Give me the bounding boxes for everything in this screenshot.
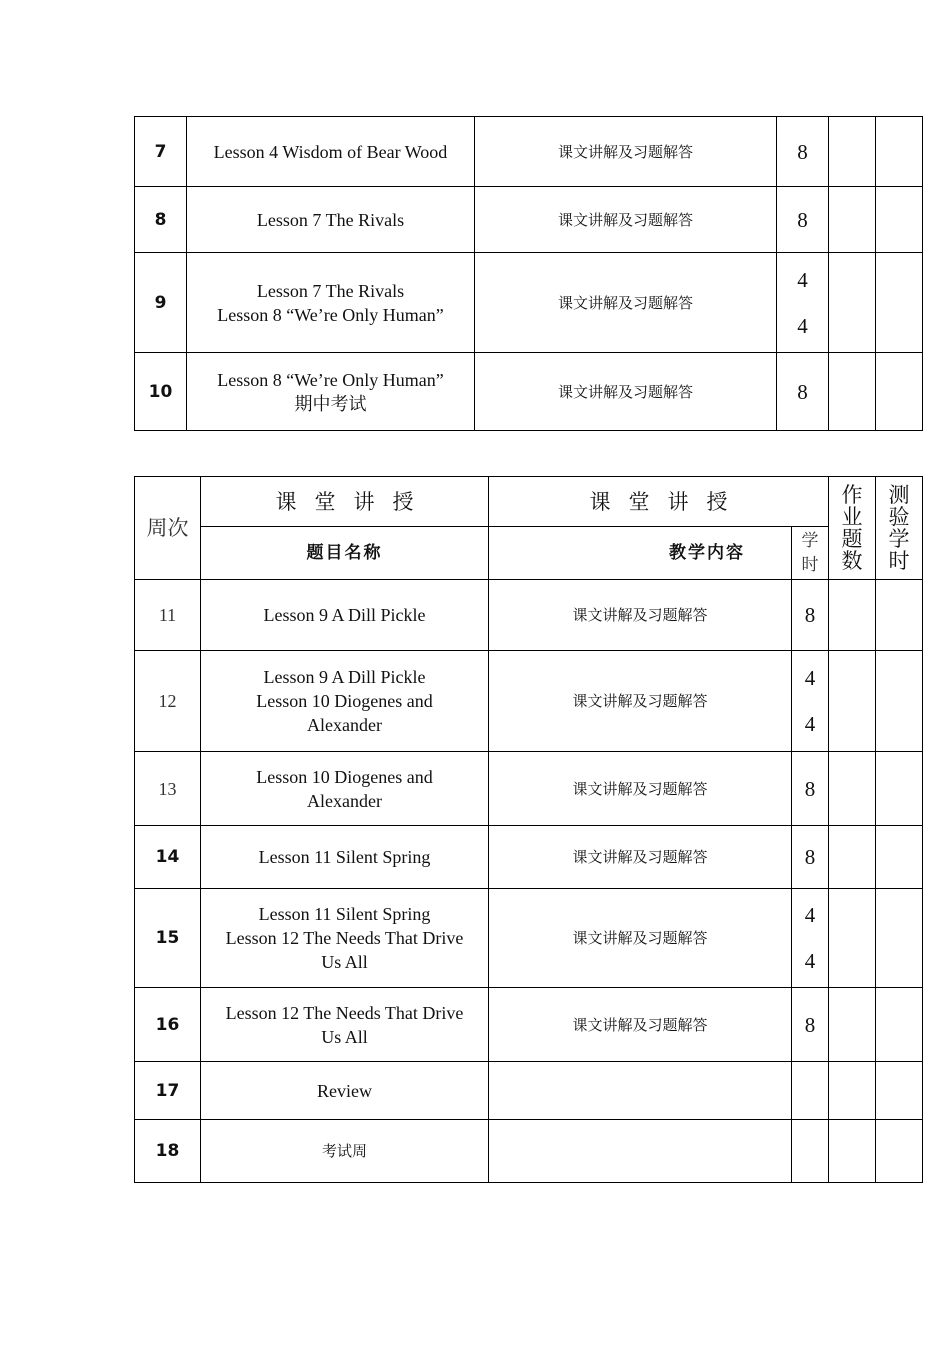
homework-cell	[829, 651, 876, 752]
topic-line: Lesson 7 The Rivals	[256, 209, 405, 230]
topic-line: Lesson 11 Silent Spring	[258, 904, 431, 924]
homework-cell	[829, 117, 876, 187]
topic-name-header: 题目名称	[201, 527, 489, 580]
hours-cell: 8	[792, 988, 829, 1062]
test-hours-cell	[876, 580, 923, 651]
hours-cell	[792, 889, 829, 988]
week-cell: 10	[135, 353, 187, 431]
table-row	[135, 353, 923, 431]
week-cell: 17	[135, 1062, 201, 1120]
topic-line: Lesson 10 Diogenes and	[256, 691, 433, 711]
homework-header	[829, 477, 876, 580]
header-row	[135, 527, 923, 580]
homework-header-text: 作业题数	[841, 483, 863, 573]
topic-line: Review	[317, 1080, 372, 1101]
topic-line: Lesson 11 Silent Spring	[258, 847, 431, 867]
topic-line: Lesson 9 A Dill Pickle	[263, 667, 426, 687]
schedule-table	[134, 476, 923, 1183]
topic-cell	[201, 1120, 489, 1183]
hours-value: 4	[804, 712, 816, 736]
table-row	[135, 651, 923, 752]
lecture-header-a: 课堂讲授	[201, 477, 489, 527]
test-hours-cell	[876, 1120, 923, 1183]
test-hours-header-text: 测验学时	[888, 483, 910, 573]
table-row	[135, 117, 923, 187]
topic-line: Lesson 12 The Needs That Drive	[225, 928, 464, 948]
week-cell: 16	[135, 988, 201, 1062]
topic-line: Us All	[321, 952, 368, 972]
topic-line: Lesson 9 A Dill Pickle	[263, 605, 426, 625]
topic-cell	[187, 187, 475, 253]
content-cell: 课文讲解及习题解答	[489, 826, 792, 889]
topic-cell	[201, 752, 489, 826]
homework-cell	[829, 889, 876, 988]
topic-cell	[187, 253, 475, 353]
homework-cell	[829, 253, 876, 353]
homework-cell	[829, 187, 876, 253]
hours-cell: 8	[792, 752, 829, 826]
test-hours-cell	[876, 353, 923, 431]
topic-cell	[201, 651, 489, 752]
topic-cell	[201, 988, 489, 1062]
hours-cell: 8	[777, 187, 829, 253]
week-cell: 11	[135, 580, 201, 651]
content-cell: 课文讲解及习题解答	[489, 988, 792, 1062]
content-cell: 课文讲解及习题解答	[489, 651, 792, 752]
hours-value: 4	[804, 903, 816, 927]
test-hours-cell	[876, 187, 923, 253]
week-cell: 7	[135, 117, 187, 187]
content-cell: 课文讲解及习题解答	[475, 117, 777, 187]
topic-cell	[187, 353, 475, 431]
test-hours-cell	[876, 117, 923, 187]
content-cell	[489, 1062, 792, 1120]
hours-cell: 8	[777, 353, 829, 431]
hours-cell	[792, 1120, 829, 1183]
hours-value: 4	[804, 666, 816, 690]
test-hours-header	[876, 477, 923, 580]
topic-line: Lesson 10 Diogenes and	[256, 766, 433, 787]
test-hours-cell	[876, 889, 923, 988]
lecture-header-b: 课堂讲授	[489, 477, 829, 527]
topic-line: Us All	[321, 1026, 368, 1047]
content-cell: 课文讲解及习题解答	[475, 353, 777, 431]
table-row	[135, 1062, 923, 1120]
topic-line: Lesson 4 Wisdom of Bear Wood	[213, 141, 448, 162]
week-header: 周次	[135, 477, 201, 580]
topic-line: 期中考试	[294, 393, 367, 414]
topic-line: Lesson 7 The Rivals	[256, 280, 405, 301]
topic-cell	[201, 580, 489, 651]
hours-cell: 8	[777, 117, 829, 187]
test-hours-cell	[876, 253, 923, 353]
table-row	[135, 752, 923, 826]
content-cell: 课文讲解及习题解答	[475, 253, 777, 353]
hours-header-text: 学时	[801, 531, 819, 575]
test-hours-cell	[876, 988, 923, 1062]
table-row	[135, 187, 923, 253]
topic-line: Alexander	[307, 790, 382, 811]
hours-cell: 8	[792, 580, 829, 651]
week-cell: 9	[135, 253, 187, 353]
week-cell: 8	[135, 187, 187, 253]
table-row	[135, 253, 923, 353]
homework-cell	[829, 353, 876, 431]
topic-cell	[201, 1062, 489, 1120]
topic-line: Lesson 8 “We’re Only Human”	[217, 304, 444, 325]
week-cell: 12	[135, 651, 201, 752]
hours-cell	[792, 651, 829, 752]
homework-cell	[829, 1062, 876, 1120]
table-row	[135, 826, 923, 889]
header-row	[135, 477, 923, 527]
topic-line: Alexander	[307, 715, 382, 735]
hours-value: 4	[797, 267, 808, 292]
topic-line: 考试周	[321, 1142, 367, 1160]
hours-value: 4	[804, 949, 816, 973]
test-hours-cell	[876, 826, 923, 889]
hours-cell	[777, 253, 829, 353]
homework-cell	[829, 752, 876, 826]
table-row	[135, 580, 923, 651]
homework-cell	[829, 1120, 876, 1183]
homework-cell	[829, 988, 876, 1062]
topic-line: Lesson 12 The Needs That Drive	[225, 1002, 464, 1023]
table-row	[135, 988, 923, 1062]
topic-line: Lesson 8 “We’re Only Human”	[217, 369, 444, 390]
content-cell: 课文讲解及习题解答	[489, 752, 792, 826]
week-cell: 13	[135, 752, 201, 826]
homework-cell	[829, 826, 876, 889]
test-hours-cell	[876, 651, 923, 752]
hours-value: 4	[797, 313, 808, 338]
hours-cell	[792, 1062, 829, 1120]
homework-cell	[829, 580, 876, 651]
topic-cell	[187, 117, 475, 187]
hours-header	[792, 527, 829, 580]
week-cell: 14	[135, 826, 201, 889]
schedule-table-continued	[134, 116, 923, 431]
table-row	[135, 889, 923, 988]
topic-cell	[201, 889, 489, 988]
week-cell: 18	[135, 1120, 201, 1183]
topic-cell	[201, 826, 489, 889]
week-cell: 15	[135, 889, 201, 988]
content-cell	[489, 1120, 792, 1183]
test-hours-cell	[876, 752, 923, 826]
content-cell: 课文讲解及习题解答	[489, 580, 792, 651]
table-row	[135, 1120, 923, 1183]
hours-cell: 8	[792, 826, 829, 889]
teaching-content-header: 教学内容	[489, 527, 792, 580]
test-hours-cell	[876, 1062, 923, 1120]
content-cell: 课文讲解及习题解答	[475, 187, 777, 253]
content-cell: 课文讲解及习题解答	[489, 889, 792, 988]
